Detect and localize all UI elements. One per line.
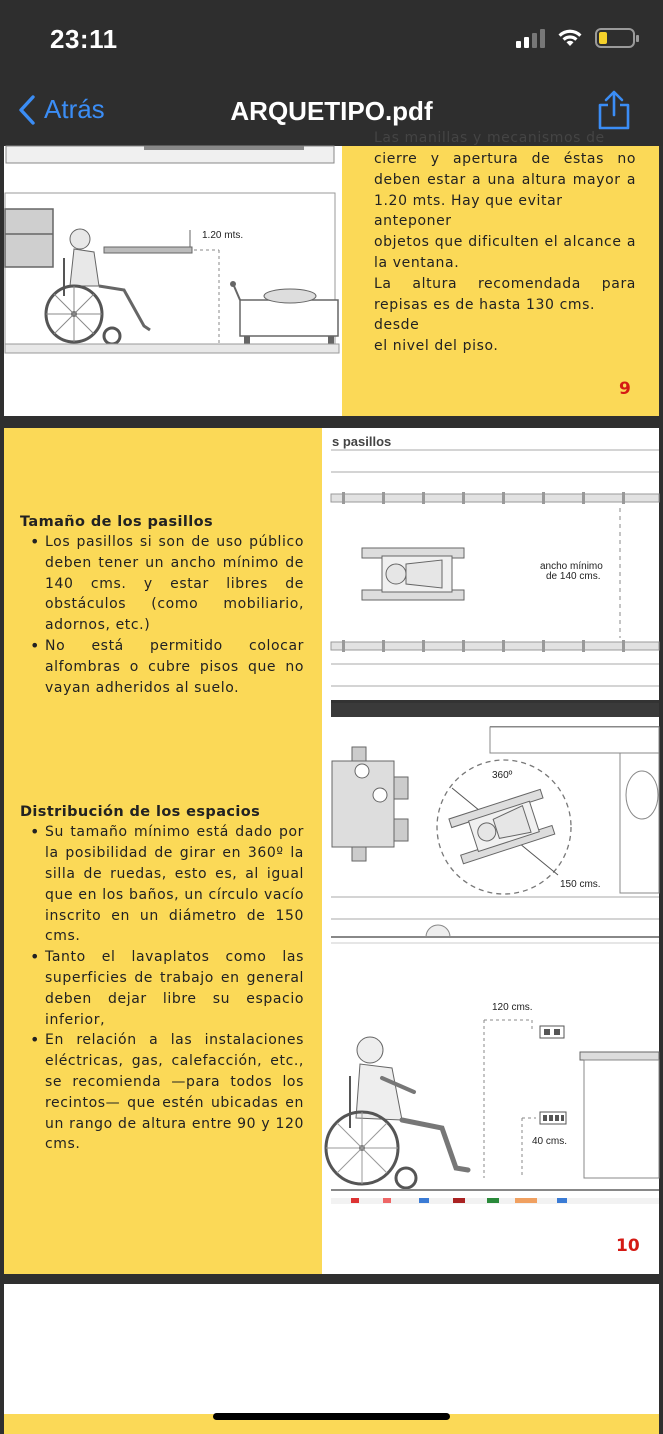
- list-item: • En relación a las instalaciones eléctricas, gas, calefacción, etc., se recomienda —para todos los recintos— que estén ubicadas en un rango de altura entre 90 y 120 cms.: [20, 1030, 304, 1155]
- page-number-9: 9: [619, 379, 631, 399]
- corridor-width-label-1: ancho mínimo: [540, 561, 603, 572]
- status-icons: [516, 28, 635, 48]
- list-item: • Tanto el lavaplatos como las superficies de trabajo en general deben dejar libre su espacio inferior,: [20, 947, 304, 1030]
- illustration-title-partial: s pasillos: [332, 434, 392, 449]
- installation-height-drawing: [322, 968, 659, 1198]
- page-9-line-1: cierre y apertura de éstas no: [374, 151, 636, 167]
- document-title: ARQUETIPO.pdf: [230, 96, 433, 126]
- embedded-toolbar-remnant: [331, 1198, 659, 1204]
- back-label: Atrás: [44, 94, 105, 124]
- list-item: • No está permitido colocar alfombras o cubre pisos que no vayan adheridos al suelo.: [20, 636, 304, 698]
- page-9-text-column: [342, 130, 659, 416]
- low-outlet-label: 40 cms.: [532, 1136, 568, 1147]
- corridor-bullets: [20, 532, 304, 698]
- page-11: [4, 1284, 659, 1434]
- spaces-bullets: [20, 822, 304, 1155]
- window-height-illustration: [4, 146, 342, 416]
- wifi-icon: [557, 28, 583, 48]
- section-heading-corridors: Tamaño de los pasillos: [20, 514, 214, 530]
- share-icon: [597, 90, 631, 130]
- partial-text-line: Las manillas y mecanismos de: [374, 130, 605, 146]
- page-9-line-7: repisas es de hasta 130 cms. desde: [374, 296, 596, 334]
- battery-icon: [595, 28, 635, 48]
- page-10-illustration-column: [322, 428, 659, 1274]
- status-bar: [0, 0, 663, 80]
- page-number-10: 10: [616, 1236, 640, 1256]
- status-time: 23:11: [50, 24, 118, 54]
- page-9-line-3: 1.20 mts. Hay que evitar anteponer: [374, 192, 563, 230]
- page-9-line-4: objetos que dificulten el alcance a: [374, 234, 636, 251]
- list-item: • Su tamaño mínimo está dado por la posibilidad de girar en 360º la silla de ruedas, esto es, al igual que en los baños, un círculo vacío inscrito en un diámetro de 150 cms.: [20, 822, 304, 947]
- wheelchair-window-drawing: [4, 146, 342, 416]
- page-9-line-5: la ventana.: [374, 254, 460, 271]
- corridor-width-label-2: de 140 cms.: [546, 571, 601, 582]
- section-heading-spaces: Distribución de los espacios: [20, 804, 261, 821]
- high-outlet-label: 120 cms.: [492, 1002, 533, 1013]
- cellular-signal-icon: [516, 28, 545, 48]
- page-9-line-6: La altura recomendada para: [374, 275, 636, 292]
- height-label: 1.20 mts.: [202, 230, 244, 241]
- page-9-line-2: deben estar a una altura mayor a: [374, 171, 636, 188]
- page-10: [4, 428, 659, 1274]
- list-item: • Los pasillos si son de uso público deben tener un ancho mínimo de 140 cms. y estar libres de obstáculos (como mobiliario, adornos, etc.): [20, 532, 304, 636]
- corridor-plan-drawing: [322, 428, 659, 703]
- turning-circle-drawing: [322, 703, 659, 968]
- home-indicator[interactable]: [213, 1413, 450, 1420]
- rotation-angle-label: 360º: [492, 770, 513, 781]
- document-scroll-area[interactable]: [0, 130, 663, 1434]
- page-9: [4, 130, 659, 416]
- page-9-line-8: el nivel del piso.: [374, 338, 499, 355]
- page-10-text-column: [20, 514, 304, 1155]
- share-button[interactable]: [597, 90, 631, 135]
- battery-level: [599, 32, 607, 44]
- turning-diameter-label: 150 cms.: [560, 879, 601, 890]
